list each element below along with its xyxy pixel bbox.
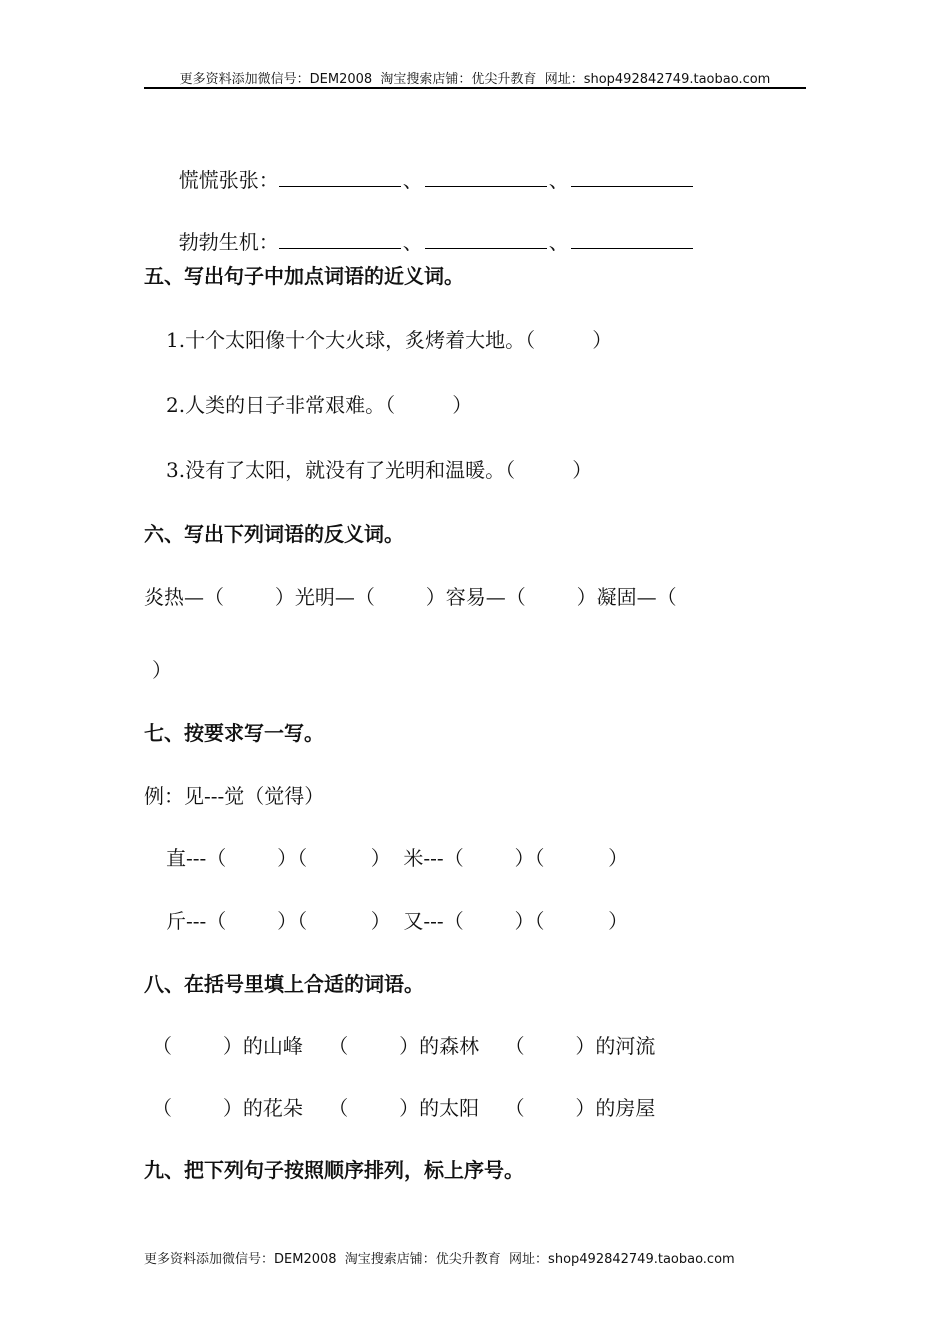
section-5-item-1: 1.十个太阳像十个大火球，炙烤着大地。（ ） <box>166 328 613 352</box>
answer-blank[interactable] <box>279 230 401 249</box>
section-7-example: 例：见---觉（觉得） <box>144 784 325 808</box>
section-5-item-3: 3.没有了太阳，就没有了光明和温暖。（ ） <box>166 458 593 482</box>
answer-blank[interactable] <box>279 168 401 187</box>
section-6-title: 六、写出下列词语的反义词。 <box>144 522 404 546</box>
section-7-row-2: 斤---（ ）（ ） 又---（ ）（ ） <box>166 909 629 933</box>
section-8-row-1: （ ）的山峰 （ ）的森林 （ ）的河流 <box>152 1034 656 1058</box>
section-5-title: 五、写出句子中加点词语的近义词。 <box>144 264 464 288</box>
word-row-1 <box>166 138 693 194</box>
antonym-line-2: ） <box>152 658 172 682</box>
antonym-line-1: 炎热—（ ）光明—（ ）容易—（ ）凝固—（ <box>144 585 677 609</box>
word-label: 勃勃生机： <box>178 230 279 254</box>
header-rule <box>144 87 806 89</box>
separator: 、 <box>402 230 423 254</box>
separator: 、 <box>548 230 569 254</box>
section-5-item-2: 2.人类的日子非常艰难。（ ） <box>166 393 473 417</box>
section-7-title: 七、按要求写一写。 <box>144 721 324 745</box>
section-9-title: 九、把下列句子按照顺序排列，标上序号。 <box>144 1158 524 1182</box>
section-8-row-2: （ ）的花朵 （ ）的太阳 （ ）的房屋 <box>152 1096 656 1120</box>
page-header: 更多资料添加微信号：DEM2008 淘宝搜索店铺：优尖升教育 网址：shop492842749.taobao.com <box>179 72 771 87</box>
separator: 、 <box>402 168 423 192</box>
section-7-row-1: 直---（ ）（ ） 米---（ ）（ ） <box>166 846 629 870</box>
separator: 、 <box>548 168 569 192</box>
answer-blank[interactable] <box>571 230 693 249</box>
word-row-2 <box>166 200 693 256</box>
section-8-title: 八、在括号里填上合适的词语。 <box>144 972 424 996</box>
answer-blank[interactable] <box>425 230 547 249</box>
page-footer: 更多资料添加微信号：DEM2008 淘宝搜索店铺：优尖升教育 网址：shop492842749.taobao.com <box>144 1252 735 1267</box>
word-label: 慌慌张张： <box>178 168 279 192</box>
answer-blank[interactable] <box>571 168 693 187</box>
answer-blank[interactable] <box>425 168 547 187</box>
